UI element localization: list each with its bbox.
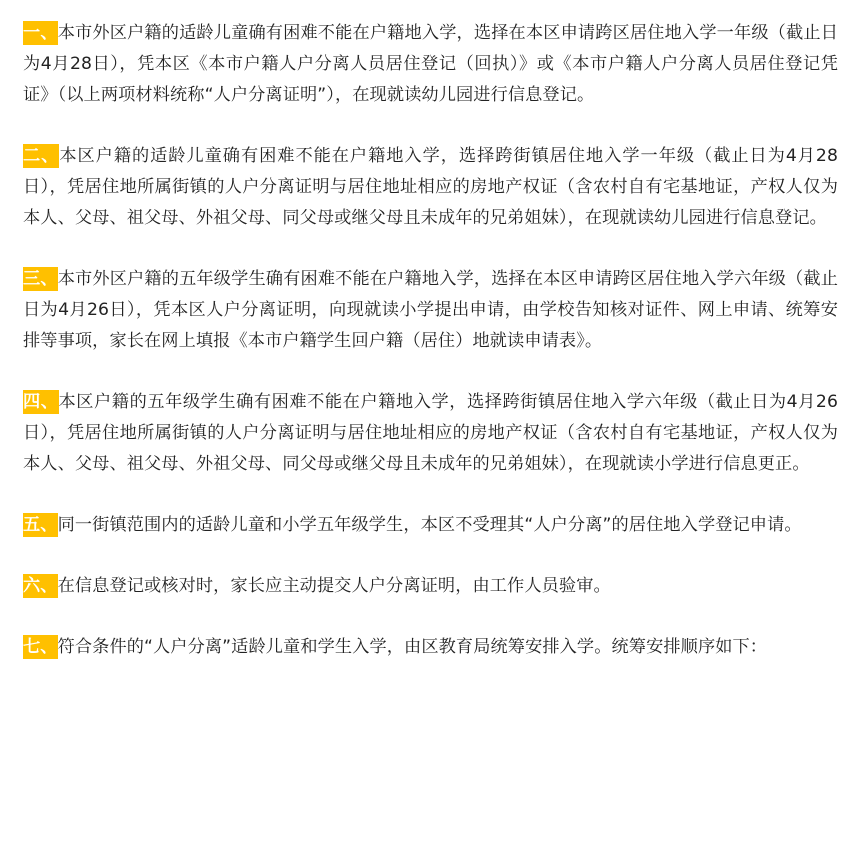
- paragraph-text: 本区户籍的五年级学生确有困难不能在户籍地入学，选择跨街镇居住地入学六年级（截止日为4月26日），凭居住地所属街镇的人户分离证明与居住地址相应的房地产权证（含农村自有宅基地证，产权人仅为本人、父母、祖父母、外祖父母、同父母或继父母且未成年的兄弟姐妹），在现就读小学进行信息更正。: [23, 392, 839, 474]
- document-body: [23, 18, 838, 663]
- paragraph-7: [23, 632, 838, 663]
- paragraph-text: 在信息登记或核对时，家长应主动提交人户分离证明，由工作人员验审。: [57, 576, 611, 596]
- paragraph-5: [23, 510, 838, 541]
- paragraph-number: 四、: [23, 392, 59, 412]
- paragraph-number: 五、: [23, 515, 58, 535]
- paragraph-number: 一、: [23, 23, 58, 43]
- paragraph-number: 二、: [23, 146, 60, 166]
- paragraph-4: [23, 387, 838, 480]
- paragraph-number: 七、: [23, 637, 58, 657]
- paragraph-1: [23, 18, 838, 111]
- paragraph-text: 符合条件的“人户分离”适龄儿童和学生入学，由区教育局统筹安排入学。统筹安排顺序如下：: [57, 637, 768, 657]
- paragraph-6: [23, 571, 838, 602]
- paragraph-text: 本市外区户籍的五年级学生确有困难不能在户籍地入学，选择在本区申请跨区居住地入学六年级（截止日为4月26日），凭本区人户分离证明，向现就读小学提出申请，由学校告知核对证件、网上申请、统筹安排等事项，家长在网上填报《本市户籍学生回户籍（居住）地就读申请表》。: [23, 269, 838, 351]
- paragraph-2: [23, 141, 838, 234]
- paragraph-text: 本市外区户籍的适龄儿童确有困难不能在户籍地入学，选择在本区申请跨区居住地入学一年级（截止日为4月28日），凭本区《本市户籍人户分离人员居住登记（回执）》或《本市户籍人户分离人员居住登记凭证》（以上两项材料统称“人户分离证明”），在现就读幼儿园进行信息登记。: [23, 23, 838, 105]
- paragraph-text: 同一街镇范围内的适龄儿童和小学五年级学生，本区不受理其“人户分离”的居住地入学登记申请。: [57, 515, 802, 535]
- paragraph-3: [23, 264, 838, 357]
- paragraph-text: 本区户籍的适龄儿童确有困难不能在户籍地入学，选择跨街镇居住地入学一年级（截止日为4月28日），凭居住地所属街镇的人户分离证明与居住地址相应的房地产权证（含农村自有宅基地证，产权人仅为本人、父母、祖父母、外祖父母、同父母或继父母且未成年的兄弟姐妹），在现就读幼儿园进行信息登记。: [23, 146, 838, 228]
- paragraph-number: 六、: [23, 576, 58, 596]
- paragraph-number: 三、: [23, 269, 58, 289]
